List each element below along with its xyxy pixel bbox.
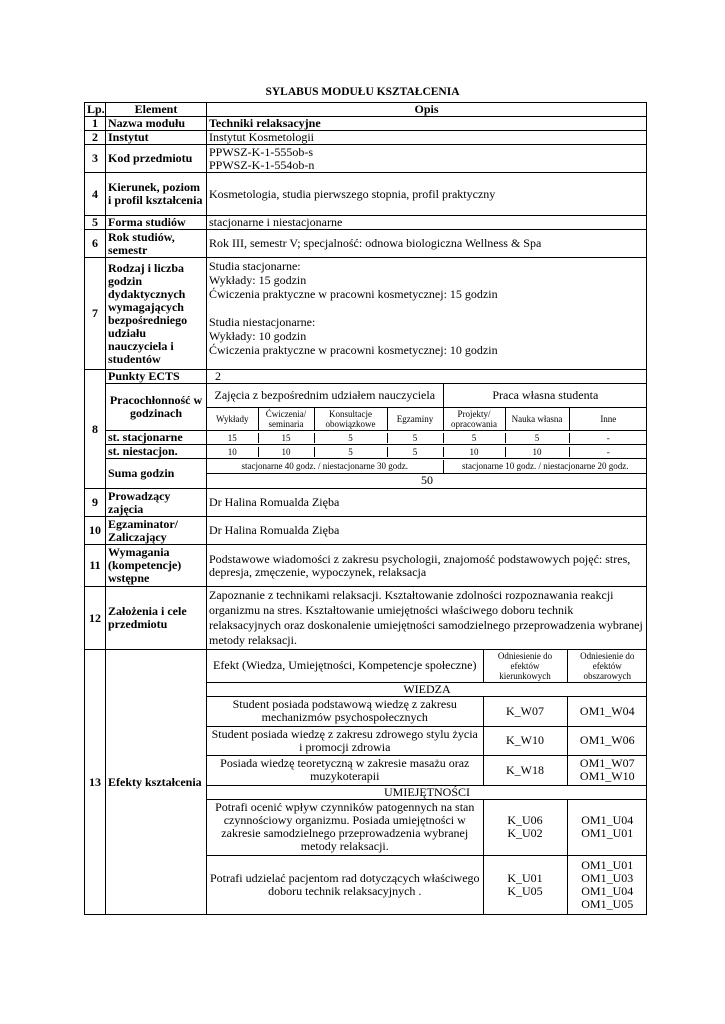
page-title: SYLABUS MODUŁU KSZTAŁCENIA	[265, 86, 460, 98]
effect-kier: K_W07	[483, 697, 567, 726]
table-row	[85, 145, 647, 173]
row-number: 3	[85, 145, 106, 173]
col-kier: Odniesienie do efektów kierunkowych	[483, 650, 567, 682]
niestac-value: 10	[258, 447, 314, 457]
suma-total: 50	[207, 474, 647, 488]
efekty-table	[207, 650, 647, 914]
umiejetnosci-label: UMIEJĘTNOŚCI	[207, 785, 647, 799]
effect-kier: K_U06	[507, 813, 543, 828]
suma-teacher: stacjonarne 40 godz. / niestacjonarne 30 godz.	[207, 460, 443, 474]
niestac-value: 10	[207, 447, 258, 457]
row-number: 12	[85, 587, 106, 650]
effect-kier: K_W18	[483, 756, 567, 785]
table-row	[85, 650, 647, 915]
row-element: Kierunek, poziom i profil kształcenia	[106, 173, 207, 216]
stac-value: 15	[258, 433, 314, 443]
row-opis: Rok III, semestr V; specjalność: odnowa biologiczna Wellness & Spa	[207, 230, 647, 258]
row-number: 7	[85, 258, 106, 370]
effect-kier: K_U02	[507, 826, 543, 841]
niestac-value: 5	[314, 447, 387, 457]
row-element: Forma studiów	[106, 216, 207, 230]
header-element: Element	[106, 103, 207, 117]
table-row	[85, 230, 647, 258]
niestac-values	[207, 447, 647, 457]
wiedza-label: WIEDZA	[207, 682, 647, 696]
effect-obsz: OM1_W06	[567, 726, 647, 755]
kod-line-1: PPWSZ-K-1-555ob-s	[209, 144, 313, 159]
row-number: 8	[85, 370, 106, 489]
niestac-value: 10	[505, 447, 569, 457]
row-opis: Zapoznanie z technikami relaksacji. Kształtowanie zdolności rozpoznawania reakcji organizmu na stres. Kształtowanie umiejętności właściwego doboru technik relaksacyjnych oraz doskonalenie umiejętności samodzielnego przeprowadzenia wybranej metody relaksacji.	[207, 587, 647, 650]
group-self: Praca własna studenta	[443, 384, 647, 407]
effect-obsz: OM1_W07	[579, 756, 635, 771]
suma-self: stacjonarne 10 godz. / niestacjonarne 20 godz.	[443, 460, 647, 474]
row-opis	[207, 258, 647, 370]
col-header: Konsultacje obowiązkowe	[314, 407, 387, 430]
table-row	[85, 117, 647, 131]
col-obsz: Odniesienie do efektów obszarowych	[567, 650, 647, 682]
row-opis: Instytut Kosmetologii	[207, 131, 647, 145]
effect-kier: K_U01	[507, 870, 543, 885]
effect-kier: K_W10	[483, 726, 567, 755]
stac-value: 5	[387, 433, 443, 443]
row-element: Prowadzący zajęcia	[106, 489, 207, 517]
table-row	[85, 216, 647, 230]
table-row	[85, 587, 647, 650]
row-number: 4	[85, 173, 106, 216]
stac-label: st. stacjonarne	[106, 431, 207, 445]
row-opis: Techniki relaksacyjne	[207, 117, 647, 131]
hours-line: Studia niestacjonarne:	[209, 315, 316, 329]
row-element: Rodzaj i liczba godzin dydaktycznych wymagających bezpośredniego udziału nauczyciela i studentów	[106, 258, 207, 370]
row-element: Wymagania (kompetencje) wstępne	[106, 545, 207, 587]
hours-line	[209, 302, 644, 316]
list-item	[207, 799, 647, 855]
row-opis: Dr Halina Romualda Zięba	[207, 517, 647, 545]
ects-value: 2	[207, 370, 647, 384]
hours-line: Wykłady: 10 godzin	[209, 329, 307, 343]
list-item	[207, 855, 647, 914]
row-element: Instytut	[106, 131, 207, 145]
row-opis: stacjonarne i niestacjonarne	[207, 216, 647, 230]
group-teacher: Zajęcia z bezpośrednim udziałem nauczyciela	[207, 384, 443, 407]
stac-value: -	[569, 433, 647, 443]
table-row	[85, 384, 647, 431]
effect-obsz: OM1_U04	[581, 813, 634, 828]
row-number: 10	[85, 517, 106, 545]
effect-obsz: OM1_W04	[567, 697, 647, 726]
stac-value: 15	[207, 433, 258, 443]
col-header: Wykłady	[207, 407, 258, 430]
suma-table	[207, 460, 647, 488]
col-header: Projekty/ opracowania	[443, 407, 505, 430]
row-number: 13	[85, 650, 106, 915]
col-header: Nauka własna	[505, 407, 569, 430]
niestac-value: 10	[443, 447, 505, 457]
table-row	[85, 445, 647, 459]
row-number: 11	[85, 545, 106, 587]
col-header: Inne	[569, 407, 647, 430]
row-element: Kod przedmiotu	[106, 145, 207, 173]
list-item	[207, 756, 647, 785]
row-element: Rok studiów, semestr	[106, 230, 207, 258]
ects-label: Punkty ECTS	[106, 370, 207, 384]
row-opis: Kosmetologia, studia pierwszego stopnia, profil praktyczny	[207, 173, 647, 216]
table-row	[85, 545, 647, 587]
header-opis: Opis	[207, 103, 647, 117]
hours-line: Wykłady: 15 godzin	[209, 273, 307, 287]
effect-text: Student posiada wiedzę z zakresu zdrowego stylu życia i promocji zdrowia	[207, 726, 483, 755]
stac-value: 5	[443, 433, 505, 443]
niestac-value: -	[569, 447, 647, 457]
niestac-label: st. niestacjon.	[106, 445, 207, 459]
effect-text: Potrafi ocenić wpływ czynników patogennych na stan czynnościowy organizmu. Posiada umiejętności w zakresie samodzielnego przeprowadzenia wybranej metody relaksacji.	[207, 799, 483, 855]
table-row	[85, 489, 647, 517]
row-element: Nazwa modułu	[106, 117, 207, 131]
suma-label: Suma godzin	[106, 459, 207, 489]
effect-text: Posiada wiedzę teoretyczną w zakresie masażu oraz muzykoterapii	[207, 756, 483, 785]
effect-obsz: OM1_W10	[579, 769, 635, 784]
list-item	[207, 726, 647, 755]
col-header: Egzaminy	[387, 407, 443, 430]
effect-text: Student posiada podstawową wiedzę z zakresu mechanizmów psychospołecznych	[207, 697, 483, 726]
row-opis: Podstawowe wiadomości z zakresu psychologii, znajomość podstawowych pojęć: stres, depresja, zmęczenie, wypoczynek, relaksacja	[207, 545, 647, 587]
col-efekt: Efekt (Wiedza, Umiejętności, Kompetencje społeczne)	[207, 650, 483, 682]
stac-value: 5	[505, 433, 569, 443]
table-row	[85, 459, 647, 489]
row-opis	[207, 145, 647, 173]
effect-text: Potrafi udzielać pacjentom rad dotyczących właściwego doboru technik relaksacyjnych .	[207, 855, 483, 914]
row-number: 6	[85, 230, 106, 258]
list-item	[207, 697, 647, 726]
hours-header-table	[207, 384, 647, 430]
table-row	[85, 370, 647, 384]
effect-obsz: OM1_U01	[581, 857, 634, 872]
effect-obsz: OM1_U03	[581, 870, 634, 885]
row-number: 1	[85, 117, 106, 131]
effect-obsz: OM1_U05	[581, 896, 634, 911]
row-element: Założenia i cele przedmiotu	[106, 587, 207, 650]
hours-line: Ćwiczenia praktyczne w pracowni kosmetycznej: 15 godzin	[209, 287, 498, 301]
effect-obsz: OM1_U04	[581, 883, 634, 898]
stac-value: 5	[314, 433, 387, 443]
table-header-row	[85, 103, 647, 117]
hours-line: Ćwiczenia praktyczne w pracowni kosmetycznej: 10 godzin	[209, 343, 498, 357]
row-number: 9	[85, 489, 106, 517]
hours-line: Studia stacjonarne:	[209, 259, 301, 273]
niestac-value: 5	[387, 447, 443, 457]
table-row	[85, 173, 647, 216]
row-element: Egzaminator/ Zaliczający	[106, 517, 207, 545]
col-header: Ćwiczenia/ seminaria	[258, 407, 314, 430]
kod-line-2: PPWSZ-K-1-554ob-n	[209, 157, 315, 172]
row-number: 5	[85, 216, 106, 230]
pracochlonnosc-label: Pracochłonność w godzinach	[106, 384, 207, 431]
effect-obsz: OM1_U01	[581, 826, 634, 841]
table-row	[85, 258, 647, 370]
syllabus-table	[84, 102, 647, 915]
header-lp: Lp.	[85, 103, 106, 117]
stac-values	[207, 433, 647, 443]
table-row	[85, 517, 647, 545]
row-element: Efekty kształcenia	[106, 650, 207, 915]
row-opis: Dr Halina Romualda Zięba	[207, 489, 647, 517]
table-row	[85, 131, 647, 145]
row-number: 2	[85, 131, 106, 145]
effect-kier: K_U05	[507, 883, 543, 898]
table-row	[85, 431, 647, 445]
